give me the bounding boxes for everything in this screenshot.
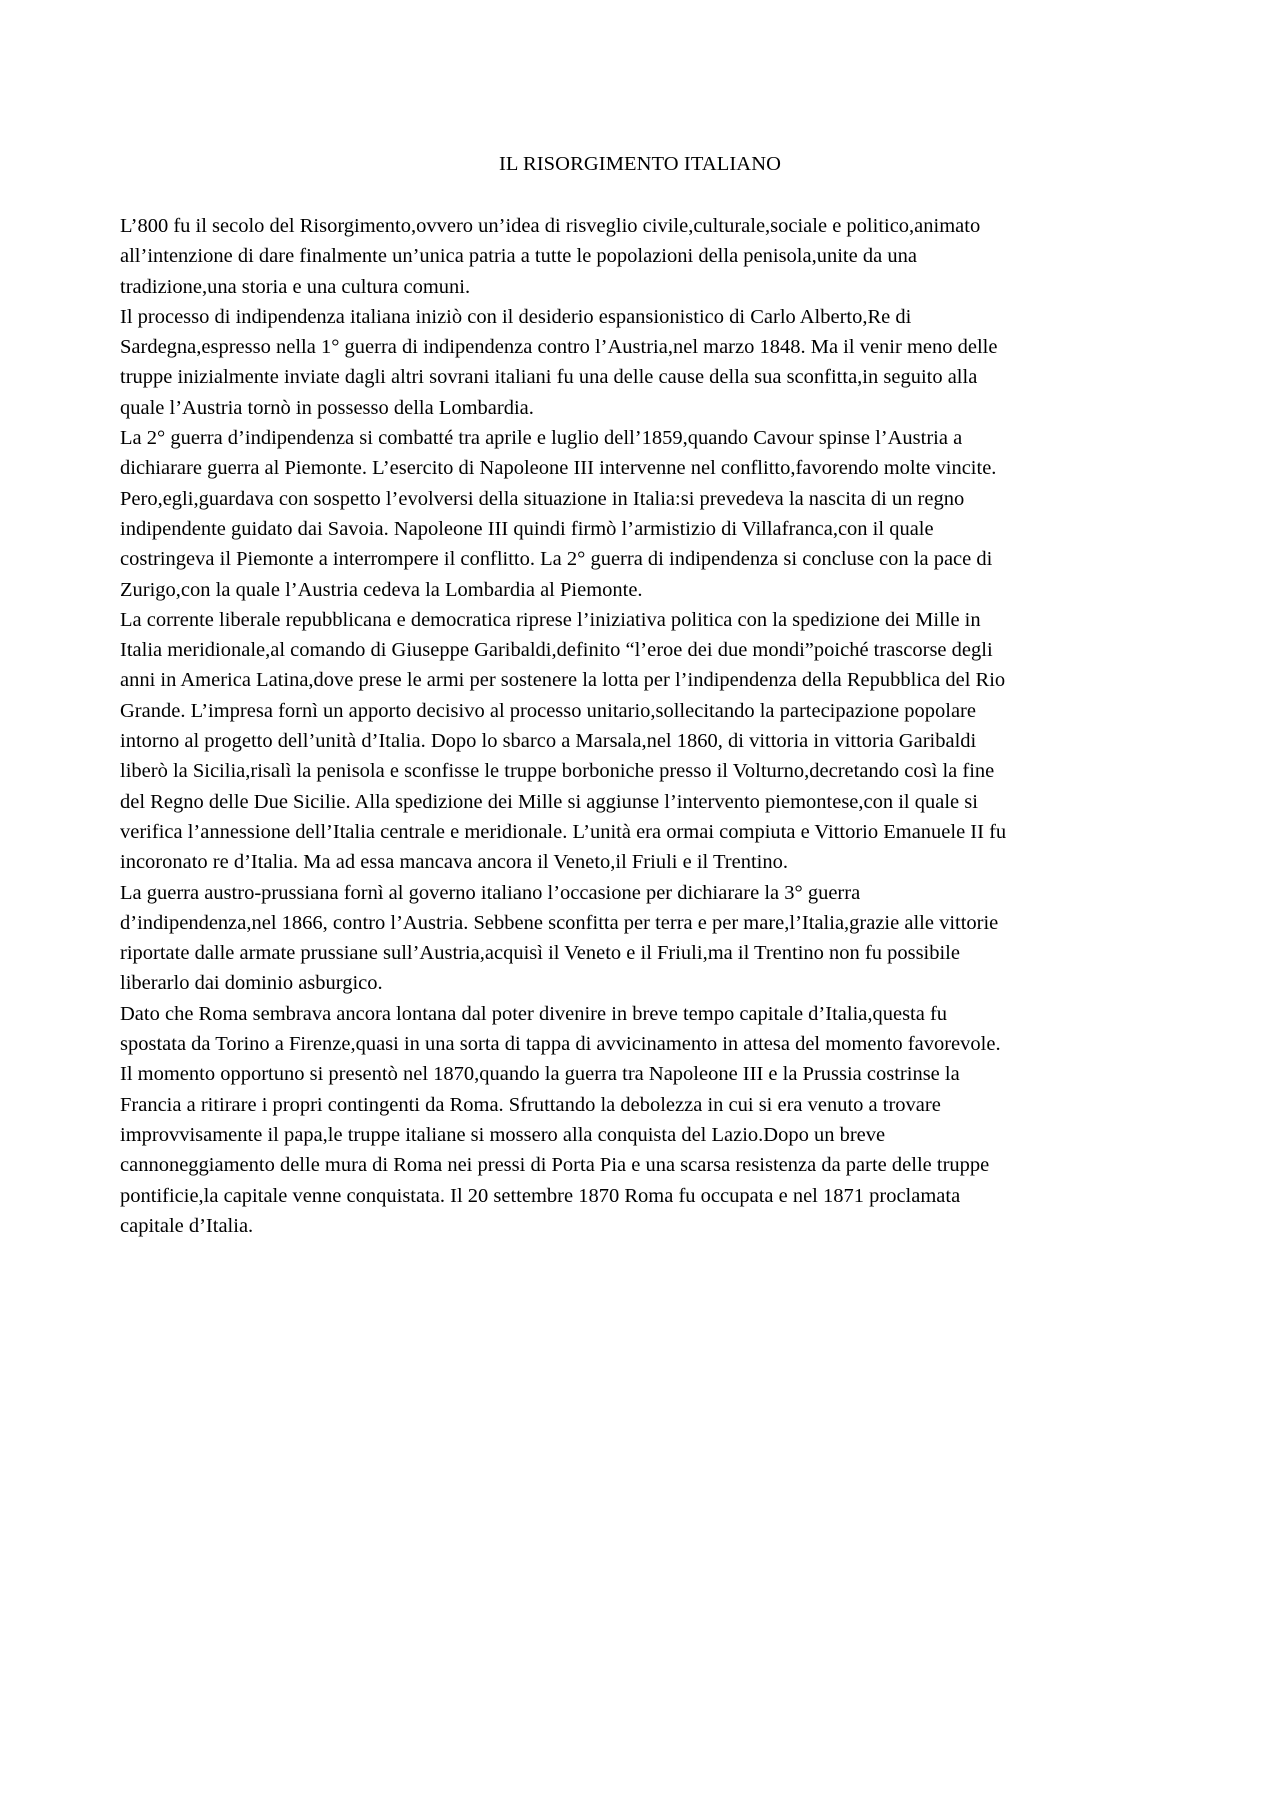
text-line: La guerra austro-prussiana fornì al governo italiano l’occasione per dichiarare la 3° guerra: [120, 881, 861, 904]
text-line: La 2° guerra d’indipendenza si combatté tra aprile e luglio dell’1859,quando Cavour spinse l’Austria a: [120, 427, 963, 450]
text-line: Sardegna,espresso nella 1° guerra di indipendenza contro l’Austria,nel marzo 1848. Ma il venir meno delle: [120, 336, 998, 359]
text-line: liberò la Sicilia,risalì la penisola e sconfisse le truppe borboniche presso il Volturno,decretando così la fine: [120, 760, 995, 783]
text-line: dichiarare guerra al Piemonte. L’esercito di Napoleone III intervenne nel conflitto,favorendo molte vincite.: [120, 457, 997, 480]
text-line: Il processo di indipendenza italiana iniziò con il desiderio espansionistico di Carlo Alberto,Re di: [120, 305, 912, 328]
text-line: cannoneggiamento delle mura di Roma nei pressi di Porta Pia e una scarsa resistenza da parte delle truppe: [120, 1154, 990, 1177]
text-line: truppe inizialmente inviate dagli altri sovrani italiani fu una delle cause della sua sconfitta,in seguito alla: [120, 366, 978, 389]
document-body: [120, 211, 1170, 1241]
text-line: all’intenzione di dare finalmente un’unica patria a tutte le popolazioni della penisola,unite da una: [120, 245, 917, 268]
text-line: quale l’Austria tornò in possesso della Lombardia.: [120, 396, 534, 419]
text-line: del Regno delle Due Sicilie. Alla spedizione dei Mille si aggiunse l’intervento piemontese,con il quale si: [120, 790, 978, 813]
text-line: Il momento opportuno si presentò nel 1870,quando la guerra tra Napoleone III e la Prussia costrinse la: [120, 1063, 960, 1086]
text-line: improvvisamente il papa,le truppe italiane si mossero alla conquista del Lazio.Dopo un breve: [120, 1123, 886, 1146]
text-line: d’indipendenza,nel 1866, contro l’Austria. Sebbene sconfitta per terra e per mare,l’Italia,grazie alle vittorie: [120, 911, 999, 934]
text-line: costringeva il Piemonte a interrompere il conflitto. La 2° guerra di indipendenza si concluse con la pace di: [120, 548, 993, 571]
text-line: incoronato re d’Italia. Ma ad essa mancava ancora il Veneto,il Friuli e il Trentino.: [120, 851, 788, 874]
text-line: anni in America Latina,dove prese le armi per sostenere la lotta per l’indipendenza della Repubblica del Rio: [120, 669, 1006, 692]
text-line: La corrente liberale repubblicana e democratica riprese l’iniziativa politica con la spedizione dei Mille in: [120, 608, 981, 631]
text-line: verifica l’annessione dell’Italia centrale e meridionale. L’unità era ormai compiuta e Vittorio Emanuele II fu: [120, 820, 1007, 843]
text-line: Dato che Roma sembrava ancora lontana dal poter divenire in breve tempo capitale d’Italia,questa fu: [120, 1002, 948, 1025]
text-line: pontificie,la capitale venne conquistata. Il 20 settembre 1870 Roma fu occupata e nel 1871 proclamata: [120, 1184, 961, 1207]
text-line: spostata da Torino a Firenze,quasi in una sorta di tappa di avvicinamento in attesa del momento favorevole.: [120, 1033, 1001, 1056]
text-line: Grande. L’impresa fornì un apporto decisivo al processo unitario,sollecitando la partecipazione popolare: [120, 699, 976, 722]
text-line: Italia meridionale,al comando di Giuseppe Garibaldi,definito “l’eroe dei due mondi”poiché trascorse degli: [120, 639, 993, 662]
text-line: Zurigo,con la quale l’Austria cedeva la Lombardia al Piemonte.: [120, 578, 643, 601]
text-line: tradizione,una storia e una cultura comuni.: [120, 275, 471, 298]
text-line: liberarlo dai dominio asburgico.: [120, 972, 383, 995]
text-line: indipendente guidato dai Savoia. Napoleone III quindi firmò l’armistizio di Villafranca,con il quale: [120, 517, 934, 540]
text-line: riportate dalle armate prussiane sull’Austria,acquisì il Veneto e il Friuli,ma il Trentino non fu possibile: [120, 942, 960, 965]
document-title: IL RISORGIMENTO ITALIANO: [498, 153, 782, 175]
text-line: intorno al progetto dell’unità d’Italia. Dopo lo sbarco a Marsala,nel 1860, di vittoria in vittoria Garibaldi: [120, 730, 977, 753]
text-line: Pero,egli,guardava con sospetto l’evolversi della situazione in Italia:si prevedeva la nascita di un regno: [120, 487, 965, 510]
text-line: L’800 fu il secolo del Risorgimento,ovvero un’idea di risveglio civile,culturale,sociale e politico,animato: [120, 215, 981, 237]
text-line: capitale d’Italia.: [120, 1214, 254, 1237]
text-line: Francia a ritirare i propri contingenti da Roma. Sfruttando la debolezza in cui si era venuto a trovare: [120, 1093, 941, 1116]
